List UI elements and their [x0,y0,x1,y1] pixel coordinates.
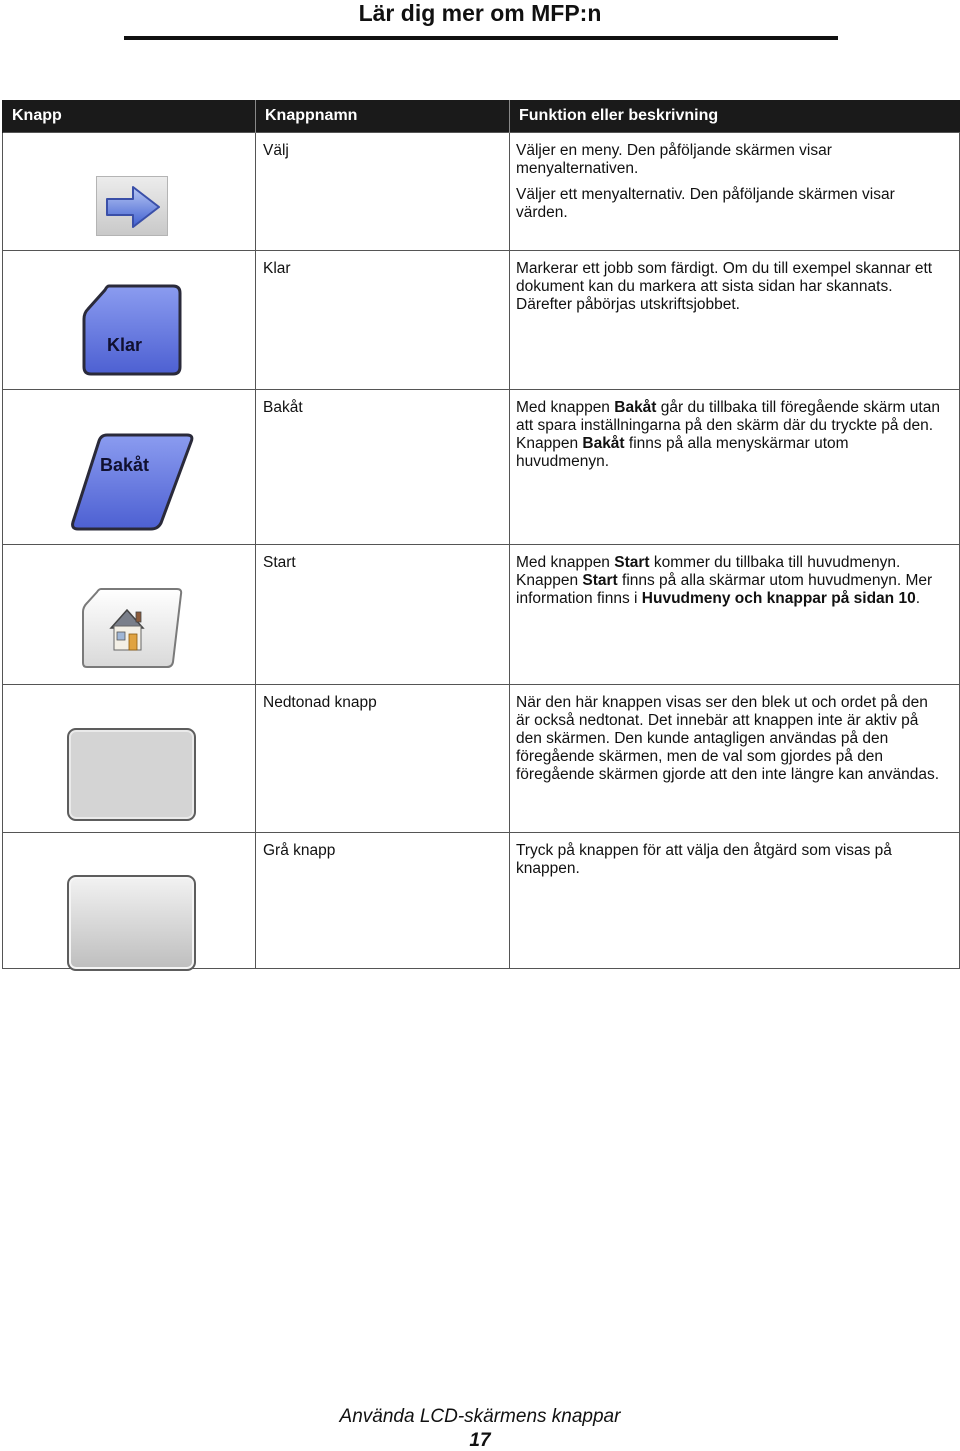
right-arrow-icon [96,176,168,236]
icon-cell [3,132,256,250]
footer-page-number: 17 [469,1430,491,1451]
klar-button-label: Klar [107,334,143,355]
description-text: kommer du tillbaka till huvudmenyn. Knappen [516,553,901,589]
icon-cell [3,832,256,968]
description-text: Med knappen [516,553,615,571]
button-description [510,832,960,968]
icon-cell [3,684,256,832]
description-text: finns på alla skärmar utom huvudmenyn. Mer information finns i [516,571,933,607]
table-row [3,132,960,250]
description-bold: Bakåt [614,398,657,416]
table-row [3,544,960,684]
description-bold: Bakåt [582,434,625,452]
table-row [3,832,960,968]
description-bold: Start [614,553,650,571]
table-header-row [3,100,960,132]
klar-button-icon [81,283,185,377]
header-button: Knapp [3,100,256,132]
button-name: Grå knapp [256,832,510,968]
description-text: går du tillbaka till föregående skärm utan att spara inställningarna på den skärm där du tryckte på den. Knappen [516,398,940,452]
bakat-button-icon [69,432,197,532]
icon-cell [3,250,256,389]
description-line: Väljer ett menyalternativ. Den påföljande skärmen visar värden. [516,185,895,221]
button-name: Klar [256,250,510,389]
table-row [3,684,960,832]
description-text: finns på alla menyskärmar utom huvudmenyn. [516,434,849,470]
icon-cell [3,544,256,684]
icon-cell [3,389,256,544]
footer-section-title: Använda LCD-skärmens knappar [339,1406,621,1427]
dimmed-button-icon [67,728,196,821]
table-row [3,389,960,544]
button-name: Välj [256,132,510,250]
description-line: Tryck på knappen för att välja den åtgärd som visas på knappen. [516,841,892,877]
table-row [3,250,960,389]
home-icon [81,586,185,670]
page-title: Lär dig mer om MFP:n [358,0,602,26]
button-description [510,544,960,684]
button-name: Nedtonad knapp [256,684,510,832]
description-line [516,554,945,608]
button-description [510,132,960,250]
grey-button-icon [67,875,196,971]
buttons-table [2,100,960,969]
header-description: Funktion eller beskrivning [510,100,960,132]
button-description [510,389,960,544]
description-link: Huvudmeny och knappar på sidan 10 [641,589,916,607]
button-name: Bakåt [256,389,510,544]
button-description [510,684,960,832]
button-name: Start [256,544,510,684]
description-text: Med knappen [516,398,615,416]
description-line: När den här knappen visas ser den blek ut och ordet på den är också nedtonat. Det innebär att knappen inte är aktiv på den skärmen. Den kunde antagligen användas på den föregående skärmen, men de val som gjordes på den föregående skärmen gjorde att den inte längre kan användas. [516,693,940,783]
description-line: Väljer en meny. Den påföljande skärmen visar menyalternativen. [516,141,832,177]
header-button-name: Knappnamn [256,100,510,132]
bakat-button-label: Bakåt [100,454,150,475]
button-description [510,250,960,389]
description-text: . [915,589,921,607]
title-rule [124,36,838,40]
description-line: Markerar ett jobb som färdigt. Om du till exempel skannar ett dokument kan du markera att sista sidan har skannats. Därefter påbörjas utskriftsjobbet. [516,259,933,313]
description-line [516,399,945,471]
description-bold: Start [582,571,618,589]
